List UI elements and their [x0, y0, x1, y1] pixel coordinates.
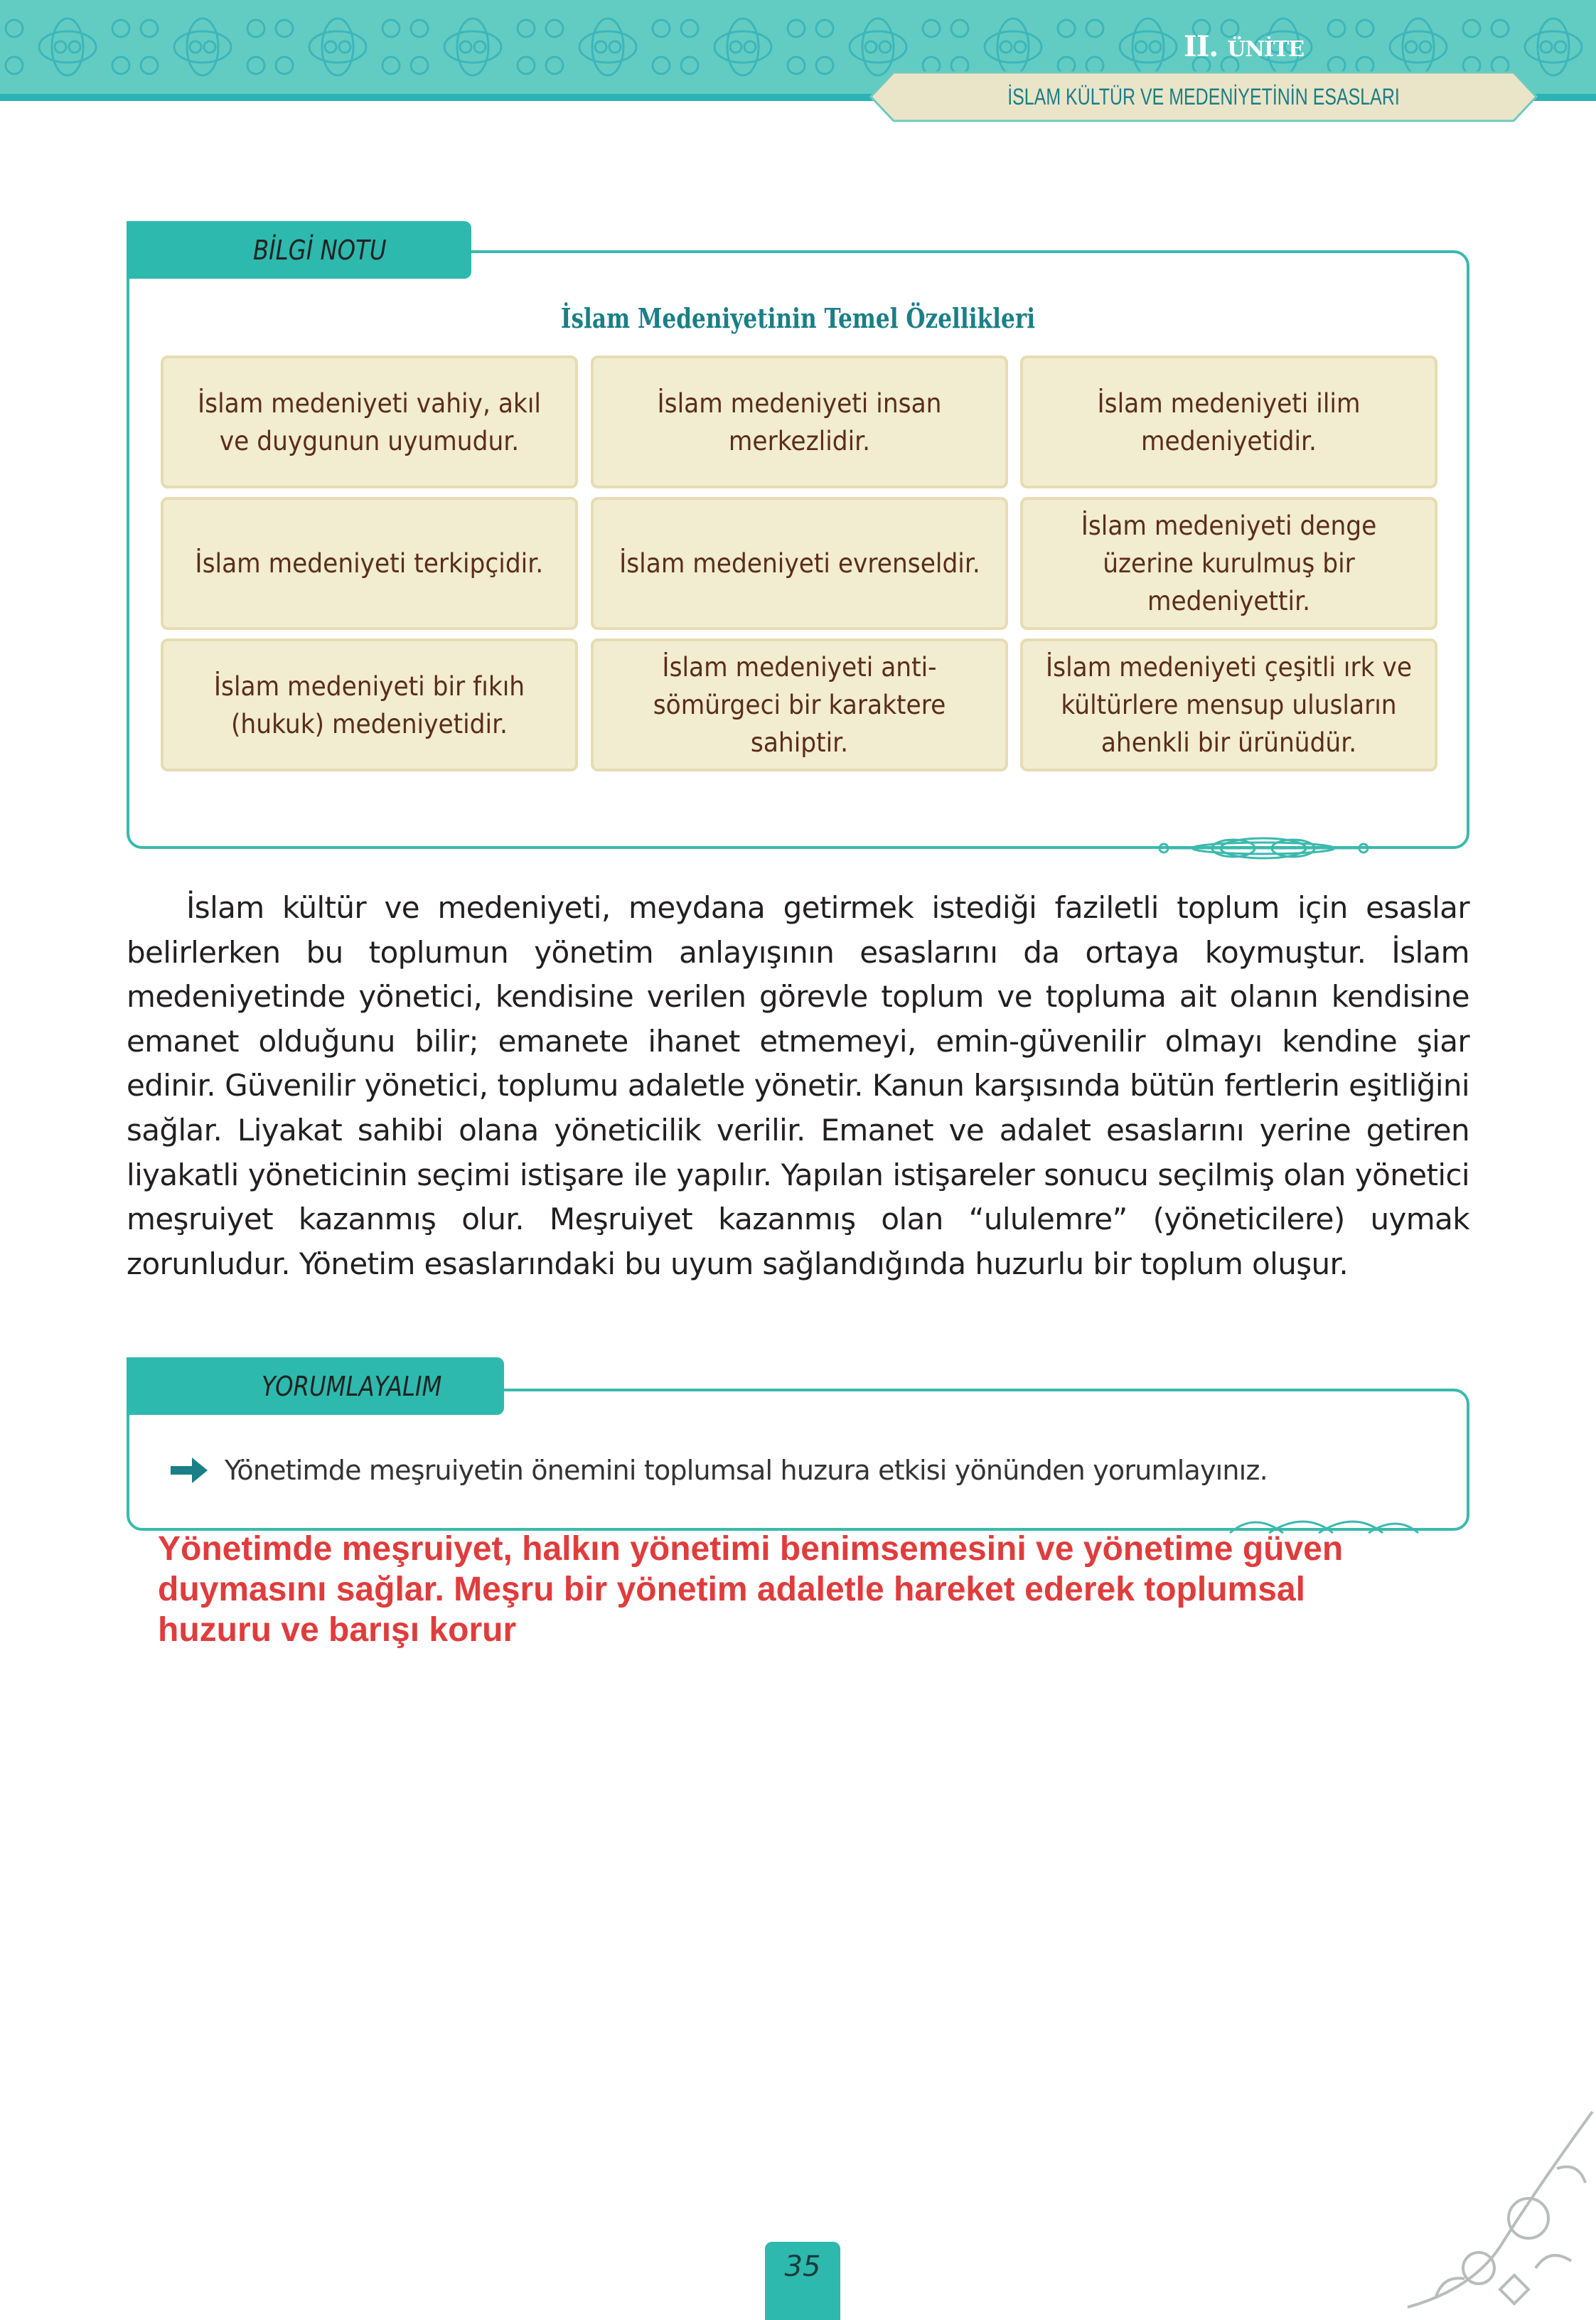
info-note-tab — [127, 221, 471, 279]
question-text: Yönetimde meşruiyetin önemini toplumsal huzura etkisi yönünden yorumlayınız. — [225, 1455, 1268, 1486]
feature-cell — [591, 497, 1008, 630]
unit-title: İSLAM KÜLTÜR VE MEDENİYETİNİN ESASLARI — [1007, 84, 1400, 109]
feature-text: İslam medeniyeti denge üzerine kurulmuş bir medeniyettir. — [1081, 510, 1377, 616]
feature-cell — [161, 497, 578, 630]
arrow-right-icon — [169, 1455, 209, 1486]
corner-ornament-icon — [1393, 2105, 1596, 2310]
feature-cell — [1020, 638, 1437, 771]
info-note-title: İslam Medeniyetinin Temel Özellikleri — [560, 302, 1036, 334]
unit-label — [1184, 30, 1304, 63]
feature-cell — [161, 638, 578, 771]
feature-text: İslam medeniyeti evrenseldir. — [618, 548, 980, 579]
info-note-label: BİLGİ NOTU — [253, 234, 387, 266]
unit-word: ÜNİTE — [1227, 37, 1305, 62]
feature-cell — [1020, 497, 1437, 630]
flourish-ornament-icon — [1155, 830, 1372, 866]
question-item — [169, 1455, 1268, 1486]
feature-text: İslam medeniyeti bir fıkıh (hukuk) medeniyetidir. — [213, 670, 525, 739]
feature-text: İslam medeniyeti insan merkezlidir. — [657, 387, 942, 456]
comment-tab — [127, 1357, 504, 1415]
comment-tab-label: YORUMLAYALIM — [262, 1370, 442, 1402]
feature-cell — [591, 356, 1008, 488]
body-paragraph: İslam kültür ve medeniyeti, meydana getirmek istediği faziletli toplum için esaslar belirlerken bu toplumun yönetim anlayışının esaslarını da ortaya koymuştur. İslam medeniyetinde yönetici, kendisine verilen görevle toplum ve topluma ait olanın kendisine emanet olduğunu bilir; emanete ihanet etmemeyi, emin-güvenilir olmayı kendine şiar edinir. Güvenilir yönetici, toplumu adaletle yönetir. Kanun karşısında bütün fertlerin eşitliğini sağlar. Liyakat sahibi olana yöneticilik verilir. Emanet ve adalet esaslarını yerine getiren liyakatli yöneticinin seçimi istişare ile yapılır. Yapılan istişareler sonucu seçilmiş olan yönetici meşruiyet kazanmış olur. Meşruiyet kazanmış olan “ululemre” (yöneticilere) uymak zorunludur. Yönetim esaslarındaki bu uyum sağlandığında huzurlu bir toplum oluşur. — [127, 890, 1469, 1281]
page-number: 35 — [765, 2242, 840, 2320]
feature-text: İslam medeniyeti terkipçidir. — [195, 548, 544, 579]
feature-text: İslam medeniyeti çeşitli ırk ve kültürlere mensup ulusların ahenkli bir ürünüdür. — [1045, 652, 1413, 758]
feature-text: İslam medeniyeti vahiy, akıl ve duygunun uyumudur. — [198, 387, 541, 456]
feature-cell — [1020, 356, 1437, 488]
unit-number: II. — [1184, 30, 1219, 63]
answer-text: Yönetimde meşruiyet, halkın yönetimi benimsemesini ve yönetime güven duymasını sağlar. Meşru bir yönetim adaletle hareket ederek toplumsal huzuru ve barışı korur — [158, 1530, 1344, 1649]
feature-text: İslam medeniyeti ilim medeniyetidir. — [1097, 387, 1361, 456]
feature-cell — [161, 356, 578, 488]
feature-cell — [591, 638, 1008, 771]
feature-text: İslam medeniyeti anti-sömürgeci bir karaktere sahiptir. — [653, 652, 946, 758]
